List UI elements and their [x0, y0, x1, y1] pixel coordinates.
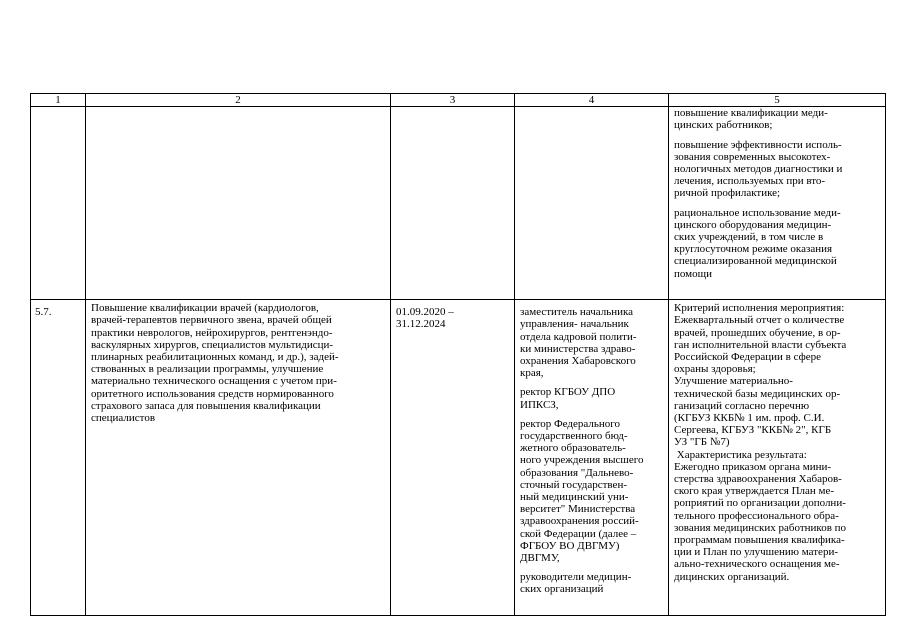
responsible-deputy-head: заместитель начальника управления- начальник отдела кадровой полити- ки министерства здраво- охранения Хабаровского края,: [520, 306, 637, 380]
continuation-responsible-cell: [515, 107, 669, 300]
column-number-4: 4: [515, 94, 669, 107]
measure-dates-cell: 01.09.2020 – 31.12.2024: [391, 300, 515, 616]
result-paragraph-qualification: повышение квалификации меди- цинских работников;: [674, 107, 828, 132]
measure-row-5-7: [31, 300, 886, 616]
column-number-header-row: [31, 94, 886, 107]
responsible-medical-heads: руководители медицин- ских организаций: [520, 571, 632, 596]
continuation-dates-cell: [391, 107, 515, 300]
measure-description-cell: Повышение квалификации врачей (кардиологов, врачей-терапевтов первичного звена, врачей общей практики неврологов, нейрохирургов, рентгенэндо- васкулярных хирургов, специалистов мультидисци- плинарных реабилитационных команд, и др.), задей- ствованных в реализации программы, улучшение материально технического оснащения с учетом при- оритетного использования средств нормированного страхового запаса для повышения квалификации специалистов: [86, 300, 391, 616]
continuation-number-cell: [31, 107, 86, 300]
measure-result-cell: Критерий исполнения мероприятия: Ежеквартальный отчет о количестве врачей, прошедших обучение, в ор- ган исполнительной власти субъекта Российской Федерации в сфере охраны здоровья; Улучшение материально- технической базы медицинских ор- ганизаций согласно перечню (КГБУЗ ККБ№ 1 им. проф. С.И. Сергеева, КГБУЗ "ККБ№ 2", КГБ УЗ "ГБ №7) Характеристика результата: Ежегодно приказом органа мини- стерства здравоохранения Хабаров- ского края утверждается План ме- роприятий по организации дополни- тельного профессионального обра- зования медицинских работников по программам повышения квалифика- ции и План по улучшению матери- ально-технического оснащения ме- дицинских организаций.: [669, 300, 886, 616]
continuation-result-cell: [669, 107, 886, 300]
responsible-rector-dvgmu: ректор Федерального государственного бюд- жетного образователь- ного учреждения высшего образования "Дальнево- сточный государствен- ный медицинский уни- верситет" Министерства здравоохранения россий- ской Федерации (далее – ФГБОУ ВО ДВГМУ) ДВГМУ,: [520, 417, 644, 565]
column-number-2: 2: [86, 94, 391, 107]
measures-table: [30, 93, 886, 616]
responsible-rector-ipksz: ректор КГБОУ ДПО ИПКСЗ,: [520, 386, 616, 411]
continuation-row: [31, 107, 886, 300]
measure-responsible-cell: [515, 300, 669, 616]
measure-number-cell: 5.7.: [31, 300, 86, 616]
continuation-description-cell: [86, 107, 391, 300]
column-number-5: 5: [669, 94, 886, 107]
column-number-1: 1: [31, 94, 86, 107]
column-number-3: 3: [391, 94, 515, 107]
result-paragraph-efficiency: повышение эффективности исполь- зования современных высокотех- нологичных методов диагностики и лечения, используемых при вто- ричной профилактике;: [674, 138, 843, 200]
result-paragraph-equipment: рациональное использование меди- цинского оборудования медицин- ских учреждений, в том числе в круглосуточном режиме оказания специализированной медицинской помощи: [674, 206, 841, 280]
